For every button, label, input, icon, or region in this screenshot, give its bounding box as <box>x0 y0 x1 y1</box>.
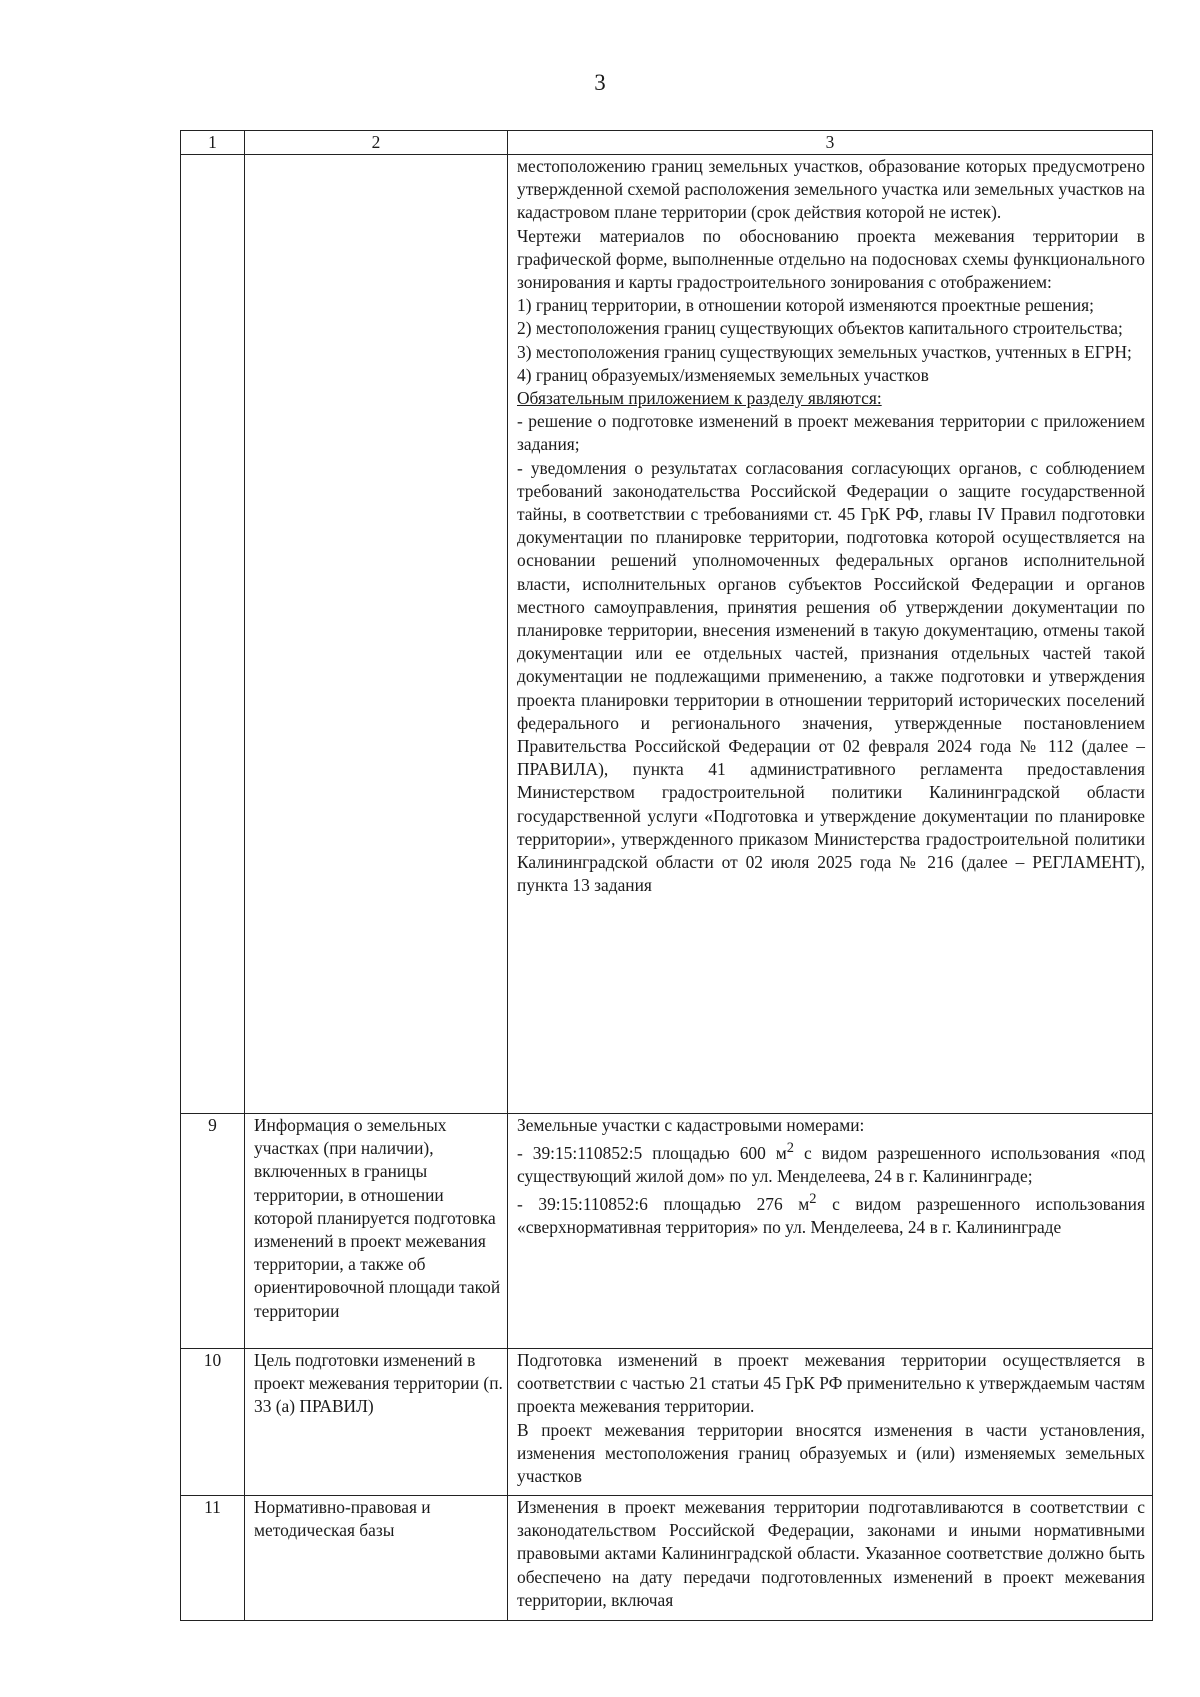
list-item-text: - 39:15:110852:6 площадью 276 м <box>517 1194 810 1215</box>
paragraph: Подготовка изменений в проект межевания территории осуществляется в соответствии с частью 21 статьи 45 ГрК РФ применительно к утверждаемым частям проекта межевания территории. <box>517 1350 1145 1417</box>
row-content <box>508 155 1153 1114</box>
row-content <box>508 1349 1153 1496</box>
table-header-row <box>181 131 1153 155</box>
row-label: Информация о земельных участках (при наличии), включенных в границы территории, в отношении которой планируется подготовка изменений в проект межевания территории, а также об ориентировочной площади такой территории <box>245 1114 508 1349</box>
superscript: 2 <box>786 1140 795 1157</box>
paragraph: Изменения в проект межевания территории подготавливаются в соответствии с законодательством Российской Федерации, законами и иными нормативными правовыми актами Калининградской области. Указанное соответствие должно быть обеспечено на дату передачи подготовленных изменений в проект межевания территории, включая <box>517 1497 1145 1610</box>
row-label: Цель подготовки изменений в проект межевания территории (п. 33 (а) ПРАВИЛ) <box>245 1349 508 1496</box>
table-row-continuation <box>181 155 1153 1114</box>
list-item <box>517 1137 1145 1188</box>
requirements-table <box>180 130 1153 1621</box>
list-item: 1) границ территории, в отношении которой изменяются проектные решения; <box>517 295 1094 316</box>
list-item-text: с видом разрешенного использования «под существующий жилой дом» по ул. Менделеева, 24 в г. Калининграде; <box>517 1143 1145 1187</box>
list-item: - решение о подготовке изменений в проект межевания территории с приложением задания; <box>517 411 1145 455</box>
row-number: 9 <box>181 1114 245 1349</box>
paragraph: Чертежи материалов по обоснованию проекта межевания территории в графической форме, выполненные отдельно на подосновах схемы функционального зонирования и карты градостроительного зонирования с отображением: <box>517 225 1145 293</box>
list-item-text: - 39:15:110852:5 площадью 600 м <box>517 1143 787 1163</box>
table-row-11 <box>181 1496 1153 1621</box>
list-item-text: с видом разрешенного использования «сверхнормативная территория» по ул. Менделеева, 24 в г. Калининграде <box>517 1194 1145 1238</box>
list-item <box>517 1188 1145 1239</box>
section-heading: Обязательным приложением к разделу являются: <box>517 388 882 409</box>
header-col-2: 2 <box>245 131 508 155</box>
row-content <box>508 1114 1153 1349</box>
list-item: 4) границ образуемых/изменяемых земельных участков <box>517 364 929 385</box>
paragraph: В проект межевания территории вносятся изменения в части установления, изменения местоположения границ образуемых и (или) изменяемых земельных участков <box>517 1419 1145 1487</box>
row-number: 11 <box>181 1496 245 1621</box>
superscript: 2 <box>809 1191 817 1208</box>
row-number: 10 <box>181 1349 245 1496</box>
paragraph: местоположению границ земельных участков, образование которых предусмотрено утвержденной схемой расположения земельного участка или земельных участков на кадастровом плане территории (срок действия которой не истек). <box>517 156 1145 223</box>
row-number <box>181 155 245 1114</box>
table-row-9 <box>181 1114 1153 1349</box>
table-row-10 <box>181 1349 1153 1496</box>
list-item: - уведомления о результатах согласования согласующих органов, с соблюдением требований законодательства Российской Федерации о защите государственной тайны, в соответствии с требованиями ст. 45 ГрК РФ, главы IV Правил подготовки документации по планировке территории, подготовка которой осуществляется на основании решений уполномоченных федеральных органов исполнительной власти, исполнительных органов субъектов Российской Федерации и органов местного самоуправления, принятия решения об утверждении документации по планировке территории, внесения изменений в такую документацию, отмены такой документации или ее отдельных частей, признания отдельных частей такой документации не подлежащими применению, а также подготовки и утверждения проекта планировки территории в отношении территорий исторических поселений федерального и регионального значения, утвержденные постановлением Правительства Российской Федерации от 02 февраля 2024 года № 112 (далее – ПРАВИЛА), пункта 41 административного регламента предоставления Министерством градостроительной политики Калининградской области государственной услуги «Подготовка и утверждение документации по планировке территории», утвержденного приказом Министерства градостроительной политики Калининградской области от 02 июля 2025 года № 216 (далее – РЕГЛАМЕНТ), пункта 13 задания <box>517 457 1145 896</box>
paragraph: Земельные участки с кадастровыми номерами: <box>517 1115 865 1135</box>
header-col-3: 3 <box>508 131 1153 155</box>
row-content <box>508 1496 1153 1621</box>
page-number: 3 <box>594 70 606 95</box>
header-col-1: 1 <box>181 131 245 155</box>
row-label: Нормативно-правовая и методическая базы <box>245 1496 508 1621</box>
row-label <box>245 155 508 1114</box>
list-item: 3) местоположения границ существующих земельных участков, учтенных в ЕГРН; <box>517 341 1132 362</box>
list-item: 2) местоположения границ существующих объектов капитального строительства; <box>517 318 1123 339</box>
